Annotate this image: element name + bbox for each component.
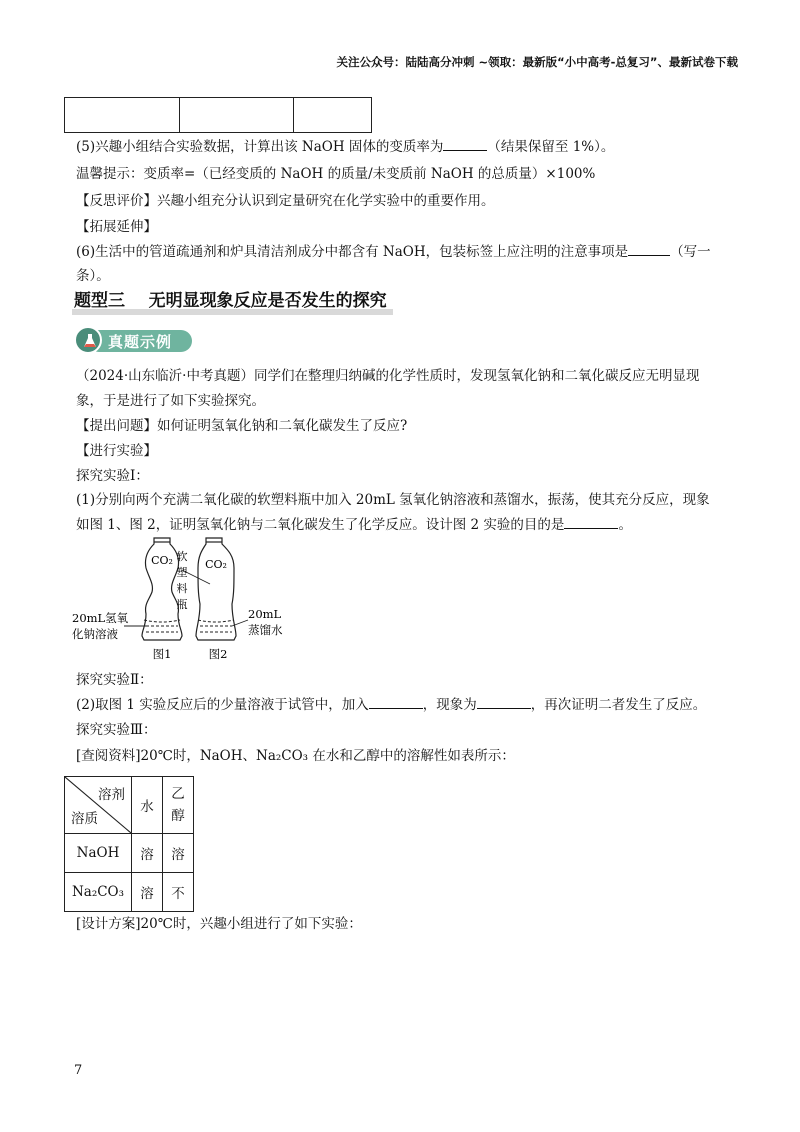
right-label-line2: 蒸馏水 xyxy=(248,623,283,637)
q6-text: (6)生活中的管道疏通剂和炉具清洁剂成分中都含有 NaOH，包装标签上应注明的注意事项是 xyxy=(76,244,629,260)
solvent-label: 溶剂 xyxy=(98,787,125,803)
figure-2-caption: 图2 xyxy=(208,647,228,661)
top-table-fragment xyxy=(64,97,372,133)
badge-circle xyxy=(74,326,102,354)
bottle-figure xyxy=(66,534,306,662)
table-row xyxy=(65,777,194,834)
cell-ethanol: 溶 xyxy=(163,834,194,873)
table-row xyxy=(65,834,194,873)
q6-line2: 条）。 xyxy=(76,268,110,284)
exp3-info: [查阅资料]20℃时，NaOH、Na₂CO₃ 在水和乙醇中的溶解性如表所示： xyxy=(76,748,515,764)
exp1-title: 探究实验Ⅰ： xyxy=(76,468,149,484)
experiment-heading: 【进行实验】 xyxy=(76,443,157,459)
q5-after: （结果保留至 1%）。 xyxy=(487,139,615,155)
exp1-text: 如图 1、图 2，证明氢氧化钠与二氧化碳发生了化学反应。设计图 2 实验的目的是 xyxy=(76,517,565,533)
answer-blank[interactable] xyxy=(443,138,487,151)
exp2-title: 探究实验Ⅱ： xyxy=(76,672,153,688)
exp1-after: 。 xyxy=(618,517,632,533)
bottle-2-liquid-surface xyxy=(198,620,234,622)
flask-icon xyxy=(84,334,96,348)
bottle-1-liquid-surface xyxy=(144,620,180,622)
question-5 xyxy=(76,135,614,155)
table-row xyxy=(65,873,194,912)
exp2-part2: ，现象为 xyxy=(422,697,477,713)
header-ethanol-2: 醇 xyxy=(171,808,185,824)
co2-label-1: CO₂ xyxy=(151,554,173,567)
reflection-text: 【反思评价】兴趣小组充分认识到定量研究在化学实验中的重要作用。 xyxy=(76,193,495,209)
left-label-line2: 化钠溶液 xyxy=(72,627,118,641)
exp2-part3: ，再次证明二者发生了反应。 xyxy=(530,697,707,713)
q6-after: （写一 xyxy=(670,244,711,260)
answer-blank[interactable] xyxy=(564,516,618,529)
exp2-part1: (2)取图 1 实验反应后的少量溶液于试管中，加入 xyxy=(76,697,369,713)
page-number: 7 xyxy=(74,1063,83,1078)
header-water: 水 xyxy=(132,777,163,834)
example-badge xyxy=(74,326,194,354)
exp3-title: 探究实验Ⅲ： xyxy=(76,722,157,738)
bottle-label-char: 瓶 xyxy=(176,598,188,611)
bottle-label-char: 软 xyxy=(176,550,188,563)
table-divider xyxy=(179,98,180,132)
intro-line2: 象，于是进行了如下实验探究。 xyxy=(76,393,265,409)
exp1-line2 xyxy=(76,513,632,533)
bottle-2-outline xyxy=(196,538,236,640)
badge-label: 真题示例 xyxy=(108,333,173,351)
bottle-label-char: 塑 xyxy=(176,566,188,579)
right-label-line1: 20mL xyxy=(248,607,282,621)
problem-statement: 【提出问题】如何证明氢氧化钠和二氧化碳发生了反应? xyxy=(76,418,408,434)
left-label-line1: 20mL氢氧 xyxy=(72,611,129,625)
answer-blank[interactable] xyxy=(628,243,670,256)
exp2-question xyxy=(76,693,706,713)
cell-solute: Na₂CO₃ xyxy=(65,873,132,912)
co2-label-2: CO₂ xyxy=(205,558,227,571)
answer-blank[interactable] xyxy=(369,696,423,709)
diagonal-header-cell xyxy=(65,777,132,834)
table-divider xyxy=(293,98,294,132)
extension-heading: 【拓展延伸】 xyxy=(76,219,157,235)
header-ethanol xyxy=(163,777,194,834)
question-6 xyxy=(76,240,711,260)
intro-line1: （2024·山东临沂·中考真题）同学们在整理归纳碱的化学性质时，发现氢氧化钠和二氧化碳反应无明显现 xyxy=(76,368,700,384)
header-ethanol-1: 乙 xyxy=(171,786,185,802)
cell-solute: NaOH xyxy=(65,834,132,873)
exp1-line1: (1)分别向两个充满二氧化碳的软塑料瓶中加入 20mL 氢氧化钠溶液和蒸馏水，振荡，使其充分反应，现象 xyxy=(76,492,710,508)
design-text: [设计方案]20℃时，兴趣小组进行了如下实验： xyxy=(76,916,362,932)
page-header: 关注公众号：陆陆高分冲刺 ~领取：最新版“小中高考-总复习”、最新试卷下载 xyxy=(336,55,738,69)
hint-text: 温馨提示：变质率=（已经变质的 NaOH 的质量/未变质前 NaOH 的总质量）×100% xyxy=(76,166,596,182)
section-title-text: 题型三 无明显现象反应是否发生的探究 xyxy=(74,291,387,311)
q5-text: (5)兴趣小组结合实验数据，计算出该 NaOH 固体的变质率为 xyxy=(76,139,444,155)
answer-blank[interactable] xyxy=(477,696,531,709)
bottle-label-char: 料 xyxy=(176,582,188,595)
solubility-table xyxy=(64,776,194,912)
solute-label: 溶质 xyxy=(71,811,98,827)
cell-water: 溶 xyxy=(132,873,163,912)
figure-1-caption: 图1 xyxy=(152,647,172,661)
cell-water: 溶 xyxy=(132,834,163,873)
cell-ethanol: 不 xyxy=(163,873,194,912)
section-title xyxy=(74,286,387,311)
